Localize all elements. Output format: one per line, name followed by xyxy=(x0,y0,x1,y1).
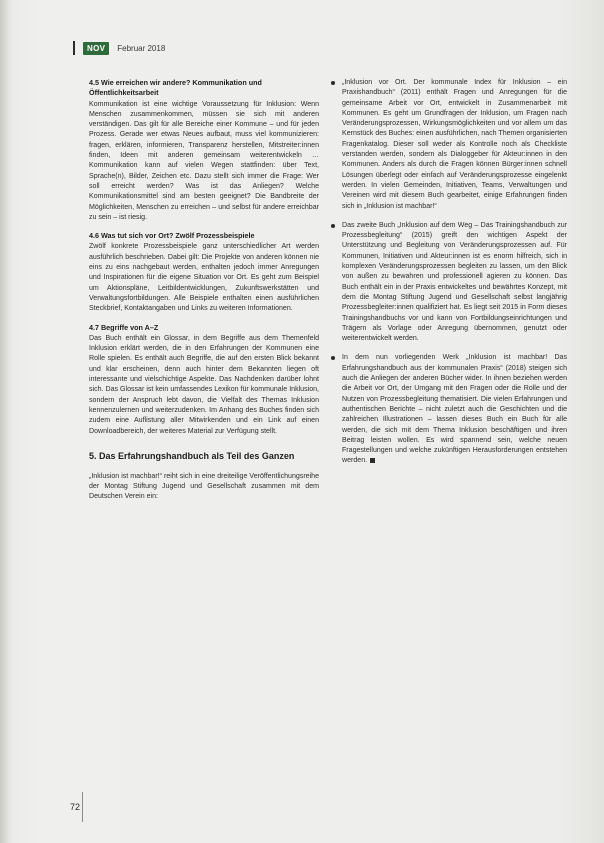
section-5 xyxy=(89,451,319,503)
list-item xyxy=(331,353,567,466)
section-4-7 xyxy=(89,323,319,437)
bullet-icon xyxy=(331,224,335,228)
list-item-text: In dem nun vorliegenden Werk „Inklusion ist machbar! Das Erfahrungshandbuch aus der kommunalen Praxis“ (2018) steigen sich auch die Anliegen der anderen Bücher wider. In ihnen beziehen werden die Arbeit vor Ort, der Umgang mit den Fragen oder die Rolle und der Nutzen von Prozessbegleitung thematisiert. Die vielen Erfahrungen und authentischen Berichte – nicht zuletzt auch die Geschichten und die zahlreichen Illustrationen – lassen dieses Buch ein Buch für alle werden, die sich mit dem Thema Inklusion beschäftigen und ihren Beitrag leisten wollen. Es wird spannend sein, welche neuen Fragestellungen und welche zukünftigen Herausforderungen entstehen werden. xyxy=(342,354,567,465)
section-4-6-text: Zwölf konkrete Prozessbeispiele ganz unterschiedlicher Art werden ausführlich beschrieben. Dabei gilt: Die Projekte von anderen können nie eins zu eins nachgebaut werden, enthalten jedoch immer Anregungen und Inspirationen für die eigene Situation vor Ort. Es geht zum Beispiel um Aktionspläne, Leitbildentwicklungen, Zukunftswerkstätten und Verwaltungsfortbildungen. Alle Beispiele enthalten einen ausführlichen Steckbrief, Kontaktangaben und Links zu weiteren Informationen. xyxy=(89,243,319,313)
list-item-text: Das zweite Buch „Inklusion auf dem Weg – Das Trainingshandbuch zur Prozessbegleitung“ (2015) greift den wichtigen Aspekt der Unterstützung und Begleitung von Veränderungsprozessen auf. Für Kommunen, Initiativen und Akteur:innen ist es enorm hilfreich, sich in komplexen Veränderungsprozessen begleiten zu lassen, um den Blick von außen zu bewahren und professionell agieren zu können. Das Buch enthält ein in der Praxis entwickeltes und bewährtes Konzept, mit dem die Montag Stiftung Jugend und Gesellschaft selbst langjährig Prozessbegleiter:innen qualifiziert hat. Es liegt seit 2015 in Form dieses Trainingshandbuchs vor und kann von Fortbildungseinrichtungen und Trägern als Vorlage oder Anregung übernommen, genutzt oder weiterentwickelt werden. xyxy=(342,221,567,343)
journal-badge: NOV xyxy=(83,42,109,55)
section-4-5-text: Kommunikation ist eine wichtige Voraussetzung für Inklusion: Wenn Menschen zusammenkommen, müssen sie sich mit anderen verständigen. Das gilt für alle Bereiche einer Kommune – und für jeden Prozess. Gerade wer etwas Neues aufbaut, muss viel kommunizieren: fragen, erklären, informieren, Transparenz herstellen, Mitstreiter:innen finden, Ideen mit anderen gemeinsam weiterentwickeln … Kommunikation kann auf vielen Wegen stattfinden: über Text, Sprache(n), Bilder, Zeichen etc. Dazu stellt sich immer die Frage: Wer soll erreicht werden? Was ist das Anliegen? Welche Kommunikationsmittel sind am besten geeignet? Die Bandbreite der Möglichkeiten, Menschen zu erreichen – und selbst für andere erreichbar zu sein – ist riesig. xyxy=(89,100,319,221)
left-column xyxy=(89,78,319,511)
running-header xyxy=(73,40,165,56)
page-number-rule xyxy=(82,792,83,822)
section-4-5-heading: 4.5 Wie erreichen wir andere? Kommunikation und Öffentlichkeitsarbeit xyxy=(89,78,262,98)
list-item xyxy=(331,221,567,345)
section-5-text: „Inklusion ist machbar!“ reiht sich in eine dreiteilige Veröffentlichungsreihe der Montag Stiftung Jugend und Gesellschaft zusammen mit dem Deutschen Verein ein: xyxy=(89,472,319,501)
section-4-6 xyxy=(89,231,319,314)
page-number: 72 xyxy=(70,802,81,812)
page-spine-shadow xyxy=(0,0,9,843)
list-item-text: „Inklusion vor Ort. Der kommunale Index für Inklusion – ein Praxishandbuch“ (2011) enthält Fragen und Anregungen für die gemeinsame Arbeit vor Ort, entwickelt in Zusammenarbeit mit Kommunen. Es geht um Grundfragen der Inklusion, um Fragen nach Veränderungsprozessen, Wirkungsmöglichkeiten und vor allem um das Kernstück des Buches: einen ausführlichen, nach Themen organisierten Fragenkatalog. Dieser soll weder als Kontrolle noch als Checkliste verstanden werden, sondern als Dialoggeber für Akteur:innen in den Kommunen. Anders als durch die Fragen können Bürger:innen schnell Lösungen überlegt oder einfach auf Veränderungsprozesse eingelenkt werden. In vielen Gemeinden, Initiativen, Teams, Verwaltungen und Vereinen wird mit diesem Buch gearbeitet, einige Erfahrungen finden sich in „Inklusion ist machbar!“ xyxy=(342,79,567,210)
section-4-5 xyxy=(89,78,319,223)
bullet-icon xyxy=(331,356,335,360)
header-rule xyxy=(73,41,75,55)
issue-date: Februar 2018 xyxy=(117,43,166,53)
section-4-7-heading: 4.7 Begriffe von A–Z xyxy=(89,322,159,332)
bullet-icon xyxy=(331,81,335,85)
end-of-article-icon xyxy=(370,458,375,463)
right-column xyxy=(331,78,567,476)
book-series-list xyxy=(331,78,567,467)
section-5-heading: 5. Das Erfahrungshandbuch als Teil des Ganzen xyxy=(89,450,295,461)
section-4-6-heading: 4.6 Was tut sich vor Ort? Zwölf Prozessbeispiele xyxy=(89,231,255,241)
list-item xyxy=(331,78,567,212)
section-4-7-text: Das Buch enthält ein Glossar, in dem Begriffe aus dem Themenfeld Inklusion erklärt werden, die in den Erfahrungen der Kommunen eine Rolle spielen. Es enthält auch Begriffe, die auf den ersten Blick bekannt und klar erscheinen, denn auch hinter dem Bekannten liegen oft interessante und vielschichtige Aspekte. Das Nachdenken darüber lohnt sich. Das Glossar ist kein umfassendes Lexikon für kommunale Inklusion, sondern der Anspruch lebt davon, die Vielfalt des Themas Inklusion kennenzulernen und weiterzudenken. Im Anhang des Buches finden sich zudem eine Auflistung aller Mitwirkenden und ein Link auf einen Downloadbereich, der weiteres Material zur Verfügung stellt. xyxy=(89,334,319,435)
